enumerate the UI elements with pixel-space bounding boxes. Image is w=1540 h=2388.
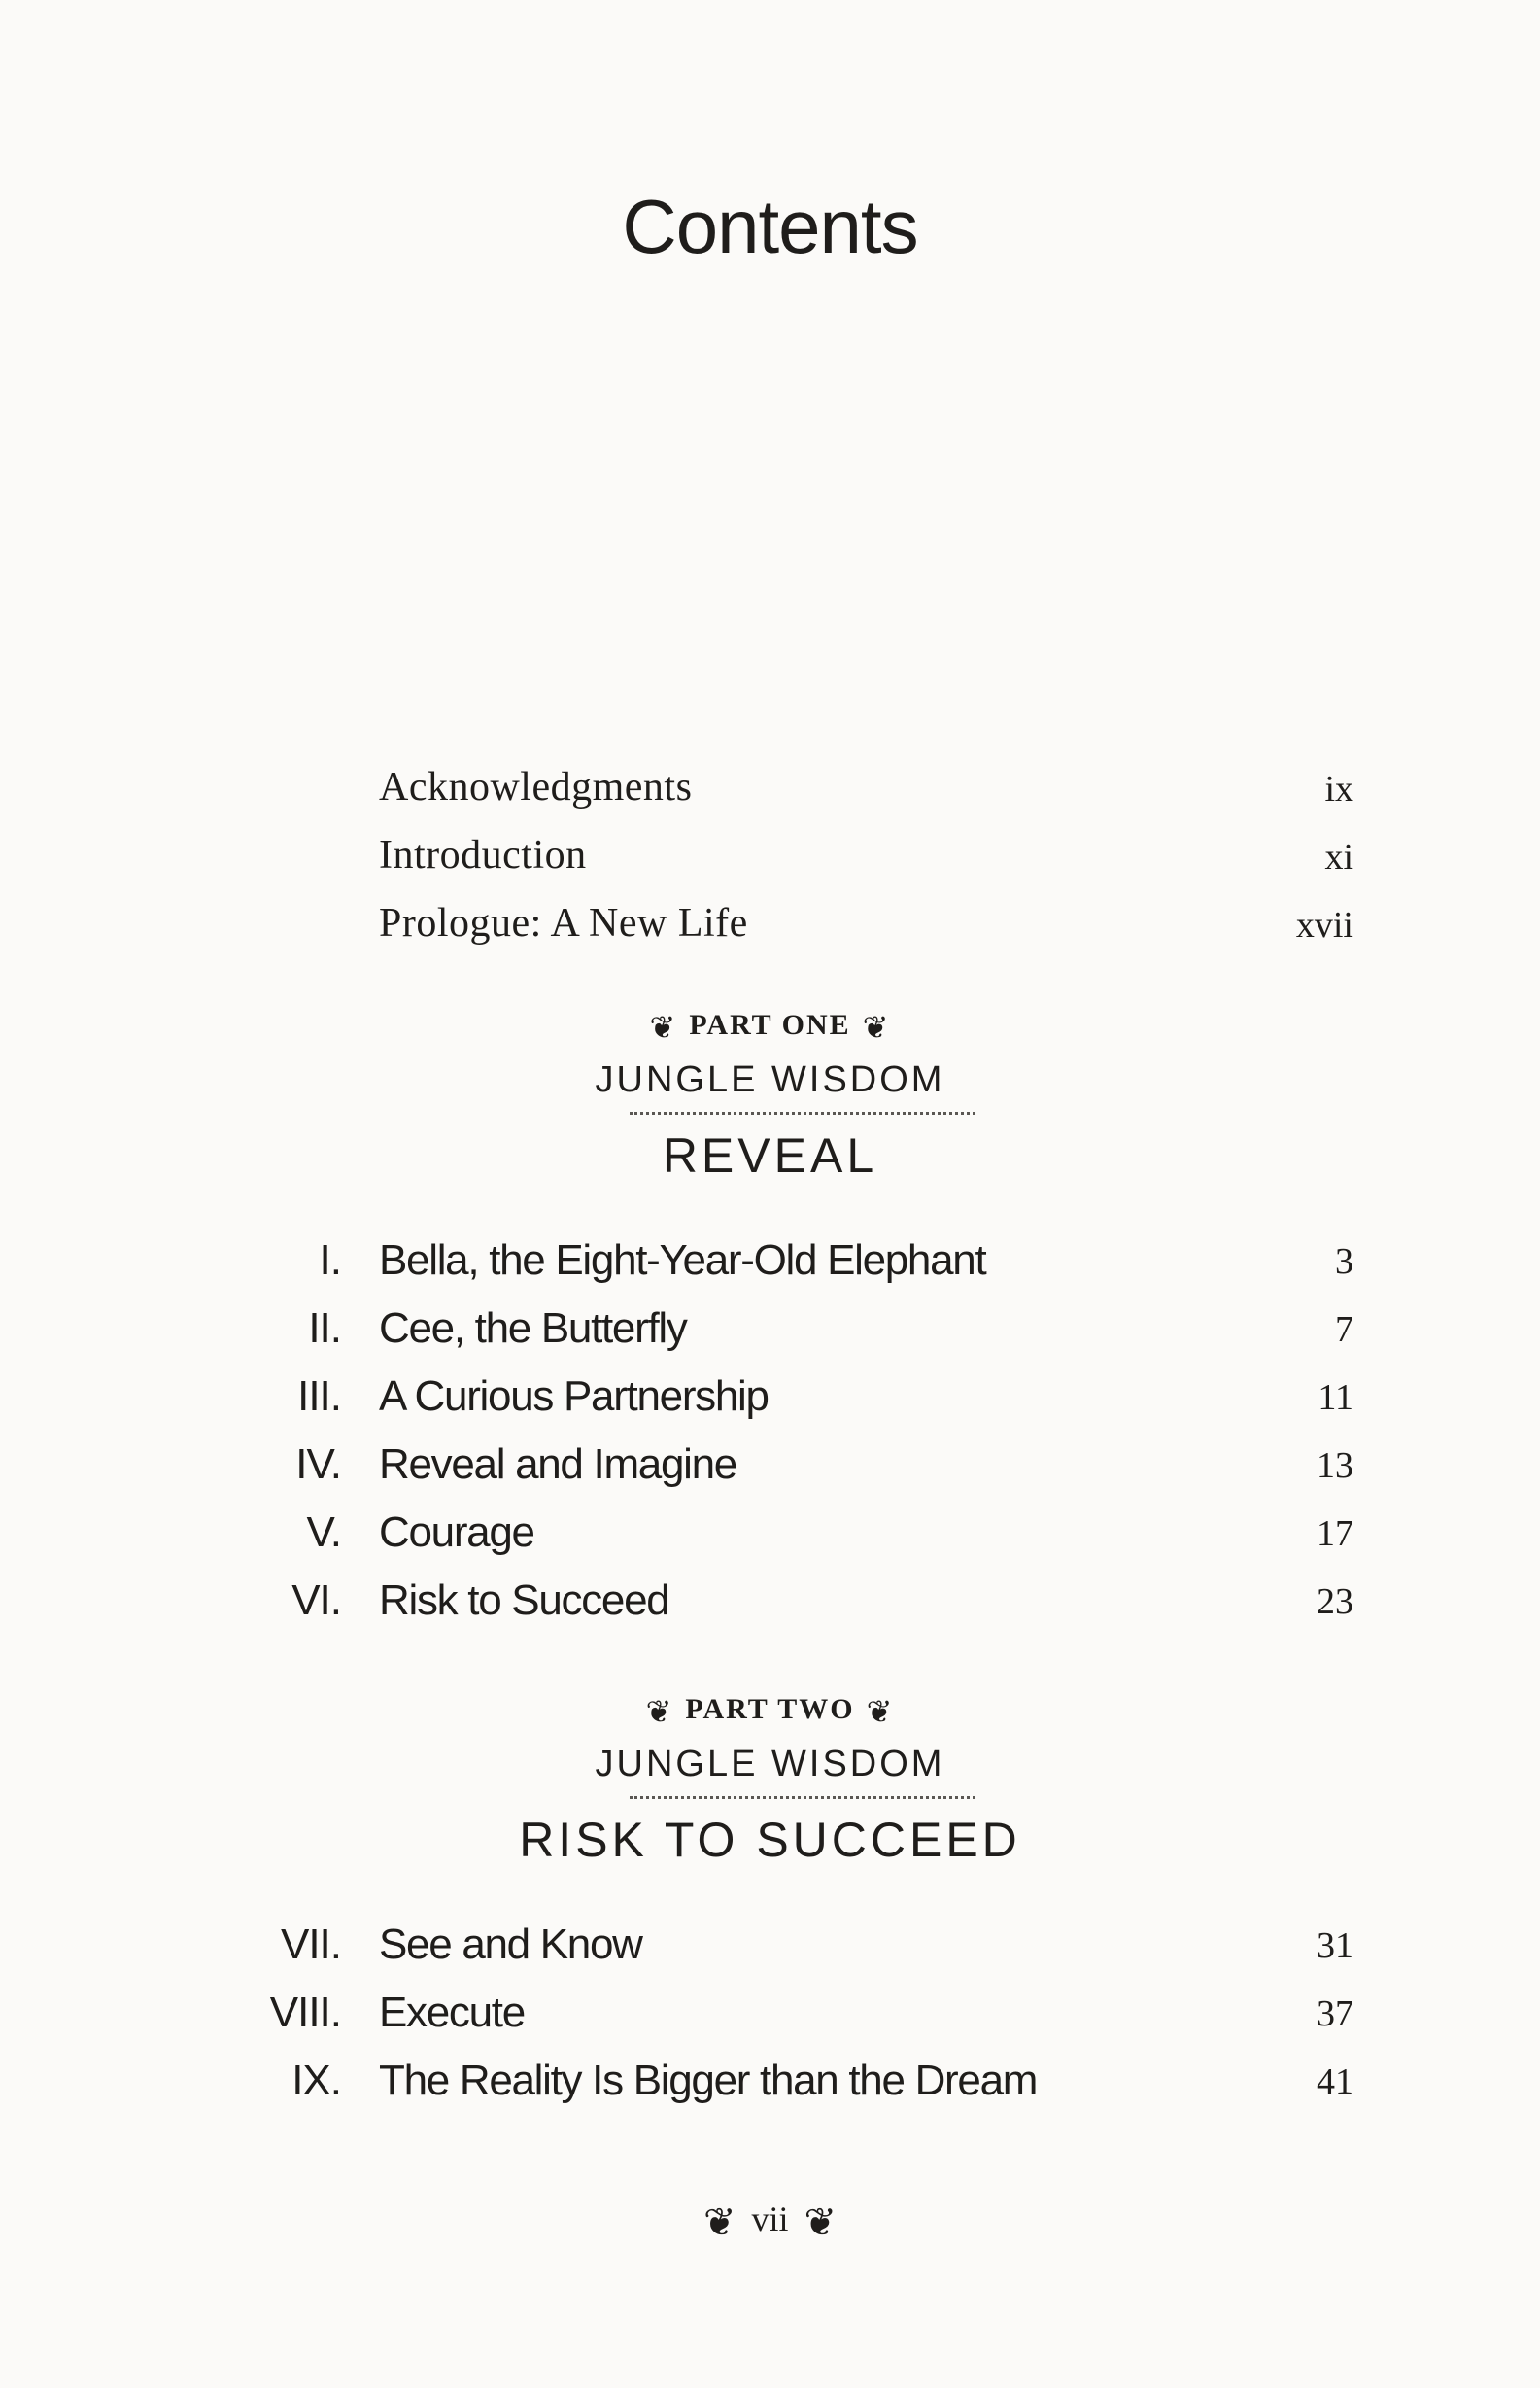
toc-chapter-5[interactable] (0, 1508, 1540, 1576)
toc-entry-page: xvii (1295, 905, 1353, 946)
toc-entry-page: xi (1324, 837, 1353, 878)
chapter-title: Reveal and Imagine (379, 1440, 736, 1488)
fleuron-icon: ❦ (866, 1694, 895, 1730)
chapter-number: VII. (280, 1921, 341, 1968)
chapter-title: See and Know (379, 1921, 642, 1968)
toc-entry-prologue[interactable] (0, 900, 1540, 968)
toc-chapter-7[interactable] (0, 1921, 1540, 1989)
toc-chapter-4[interactable] (0, 1440, 1540, 1508)
part-two-subtitle: JUNGLE WISDOM (595, 1744, 945, 1784)
chapter-page: 23 (1317, 1581, 1353, 1622)
dotted-divider (630, 1796, 975, 1799)
toc-entry-label: Prologue: A New Life (379, 901, 748, 946)
chapter-page: 3 (1335, 1241, 1353, 1282)
chapter-page: 13 (1317, 1445, 1353, 1486)
part-one-heading (0, 1009, 1540, 1046)
part-heading-label: PART ONE (689, 1009, 851, 1041)
chapter-number: IX. (291, 2057, 341, 2104)
part-two-title: RISK TO SUCCEED (519, 1813, 1021, 1867)
chapter-number: VI. (291, 1576, 341, 1624)
chapter-number: V. (306, 1508, 341, 1556)
fleuron-icon: ❦ (804, 2200, 838, 2245)
chapter-number: II. (308, 1304, 341, 1352)
chapter-title: Courage (379, 1508, 534, 1556)
toc-entry-label: Acknowledgments (379, 765, 693, 810)
fleuron-icon: ❦ (862, 1010, 891, 1046)
chapter-page: 41 (1317, 2061, 1353, 2102)
chapter-title: Risk to Succeed (379, 1576, 669, 1624)
toc-chapter-6[interactable] (0, 1576, 1540, 1644)
part-two-heading (0, 1693, 1540, 1730)
toc-entry-acknowledgments[interactable] (0, 764, 1540, 832)
dotted-divider (630, 1112, 975, 1115)
chapter-page: 31 (1317, 1925, 1353, 1966)
page-title: Contents (622, 184, 918, 269)
toc-chapter-1[interactable] (0, 1236, 1540, 1304)
part-one-title: REVEAL (662, 1128, 878, 1183)
chapter-number: III. (297, 1372, 341, 1420)
chapter-title: A Curious Partnership (379, 1372, 769, 1420)
chapter-number: VIII. (269, 1989, 341, 2036)
toc-chapter-3[interactable] (0, 1372, 1540, 1440)
page-number-footer (0, 2198, 1540, 2245)
fleuron-icon: ❦ (645, 1694, 674, 1730)
chapter-page: 37 (1317, 1993, 1353, 2034)
toc-chapter-2[interactable] (0, 1304, 1540, 1372)
toc-chapter-9[interactable] (0, 2057, 1540, 2125)
chapter-title: Execute (379, 1989, 525, 2036)
chapter-number: IV. (295, 1440, 341, 1488)
part-one-subtitle: JUNGLE WISDOM (595, 1059, 945, 1100)
toc-chapter-8[interactable] (0, 1989, 1540, 2057)
chapter-page: 11 (1318, 1377, 1353, 1418)
chapter-title: Bella, the Eight-Year-Old Elephant (379, 1236, 986, 1284)
fleuron-icon: ❦ (702, 2200, 736, 2245)
chapter-page: 17 (1317, 1513, 1353, 1554)
toc-entry-introduction[interactable] (0, 832, 1540, 900)
toc-entry-label: Introduction (379, 833, 587, 878)
toc-entry-page: ix (1324, 769, 1353, 810)
chapter-title: Cee, the Butterfly (379, 1304, 687, 1352)
fleuron-icon: ❦ (649, 1010, 678, 1046)
chapter-page: 7 (1335, 1309, 1353, 1350)
chapter-title: The Reality Is Bigger than the Dream (379, 2057, 1038, 2104)
chapter-number: I. (319, 1236, 341, 1284)
folio-number: vii (751, 2199, 789, 2238)
part-heading-label: PART TWO (685, 1693, 855, 1725)
